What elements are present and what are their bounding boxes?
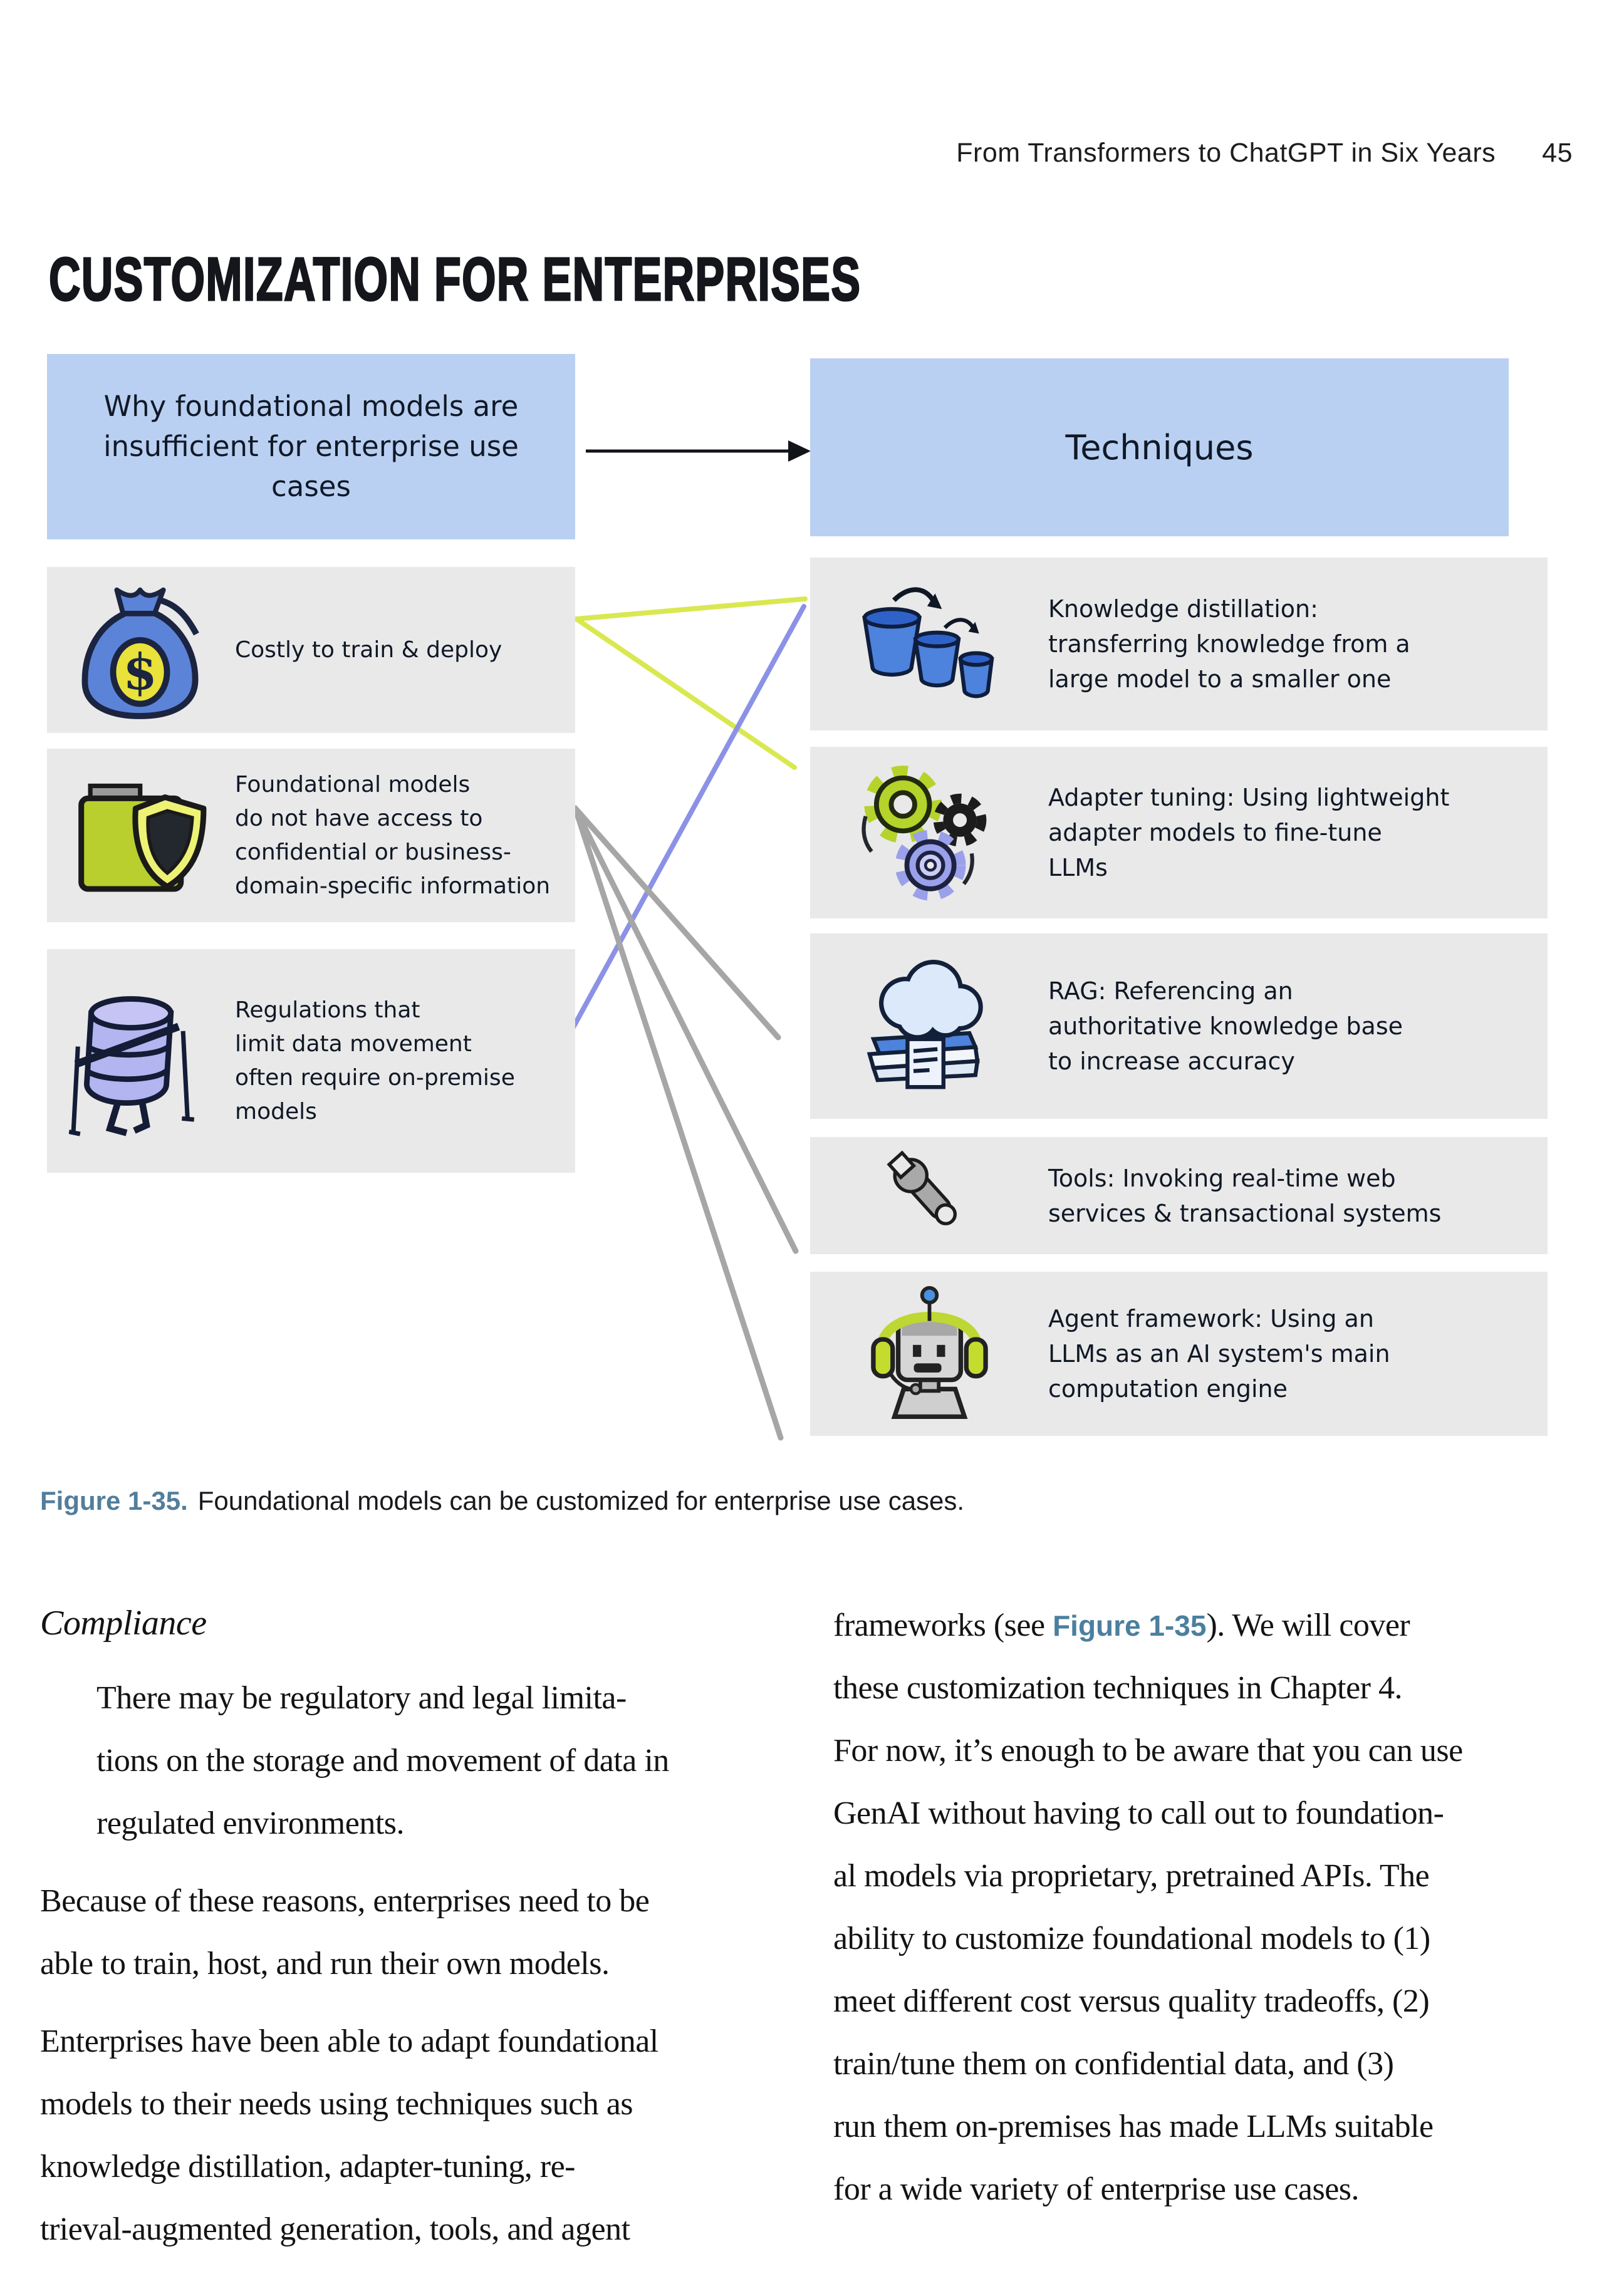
page-number: 45 [1542, 138, 1573, 168]
svg-text:$: $ [122, 644, 157, 702]
database-walker-icon [47, 978, 235, 1144]
compliance-paragraph: There may be regulatory and legal limita- tions on the storage and movement of data in regulated environments. [96, 1680, 669, 1841]
running-head [956, 138, 1573, 169]
connection-confidential-tools [575, 808, 796, 1251]
card-adapter-tuning [810, 747, 1548, 918]
body-right-pre: frameworks (see [833, 1608, 1053, 1643]
card-tools-text: Tools: Invoking real-time web services & transactional systems [1048, 1164, 1442, 1227]
figure-1-35-crossref-link[interactable]: Figure 1-35 [1053, 1609, 1207, 1642]
cloud-books-icon [810, 951, 1048, 1101]
card-adapter-tuning-text: Adapter tuning: Using lightweight adapter models to fine-tune LLMs [1048, 784, 1450, 881]
money-bag-icon [47, 576, 235, 724]
gears-icon [810, 759, 1048, 906]
connection-confidential-agent-framework [575, 808, 781, 1438]
page-title: CUSTOMIZATION FOR ENTERPRISES [49, 245, 861, 313]
right-column-header: Techniques [810, 358, 1509, 536]
robot-icon [810, 1280, 1048, 1428]
card-agent-framework [810, 1272, 1548, 1436]
header-arrowhead [788, 440, 811, 462]
body-right-post: ). We will cover [1206, 1608, 1410, 1643]
figure-caption-text: Foundational models can be customized for enterprise use cases. [197, 1486, 965, 1515]
card-confidential [47, 749, 575, 922]
buckets-icon [810, 580, 1048, 709]
card-agent-framework-text: Agent framework: Using an LLMs as an AI system's main computation engine [1048, 1305, 1390, 1403]
figure-caption [40, 1486, 964, 1516]
paragraph-because: Because of these reasons, enterprises need to be able to train, host, and run their own models. [40, 1883, 650, 1982]
connection-costly-adapter-tuning [576, 619, 794, 767]
body-right-paragraph: these customization techniques in Chapter 4. For now, it’s enough to be aware that you can use GenAI without having to call out to foundation- al models via proprietary, pretrained APIs. The ability to customize foundational models to (1) meet different cost versus quality tradeoffs, (2) train/tune them on confidential data, and (3) run them on-premises has made LLMs suitable for a wide variety of enterprise use cases. [833, 1670, 1463, 2207]
card-knowledge-distillation [810, 558, 1548, 730]
body-column-right [833, 1594, 1616, 2221]
card-regulations [47, 949, 575, 1173]
card-rag-text: RAG: Referencing an authoritative knowledge base to increase accuracy [1048, 977, 1403, 1075]
wrench-icon [810, 1146, 1048, 1246]
folder-shield-icon [47, 767, 235, 904]
card-rag [810, 933, 1548, 1119]
card-costly-text: Costly to train & deploy [235, 636, 502, 663]
body-column-left [40, 1594, 842, 2261]
card-knowledge-distillation-text: Knowledge distillation: transferring knowledge from a large model to a smaller one [1048, 595, 1410, 693]
connection-regulations-knowledge-distillation [567, 606, 804, 1039]
card-regulations-text: Regulations that limit data movement often require on-premise models [235, 997, 515, 1125]
connection-costly-knowledge-distillation [576, 599, 805, 619]
card-costly [47, 567, 575, 733]
compliance-heading: Compliance [40, 1604, 207, 1643]
card-tools [810, 1137, 1548, 1254]
figure-1-35-diagram [44, 351, 1554, 1472]
card-confidential-text: Foundational models do not have access to confidential or business- domain-specific information [235, 771, 551, 899]
running-title: From Transformers to ChatGPT in Six Years [956, 138, 1496, 168]
figure-caption-label: Figure 1-35. [40, 1486, 188, 1515]
paragraph-enterprises: Enterprises have been able to adapt foundational models to their needs using techniques such as knowledge distillation, adapter-tuning, re- trieval-augmented generation, tools, and agent [40, 2023, 658, 2247]
left-column-header: Why foundational models are insufficient for enterprise use cases [47, 354, 575, 539]
body-right-first-line [833, 1594, 1616, 1657]
